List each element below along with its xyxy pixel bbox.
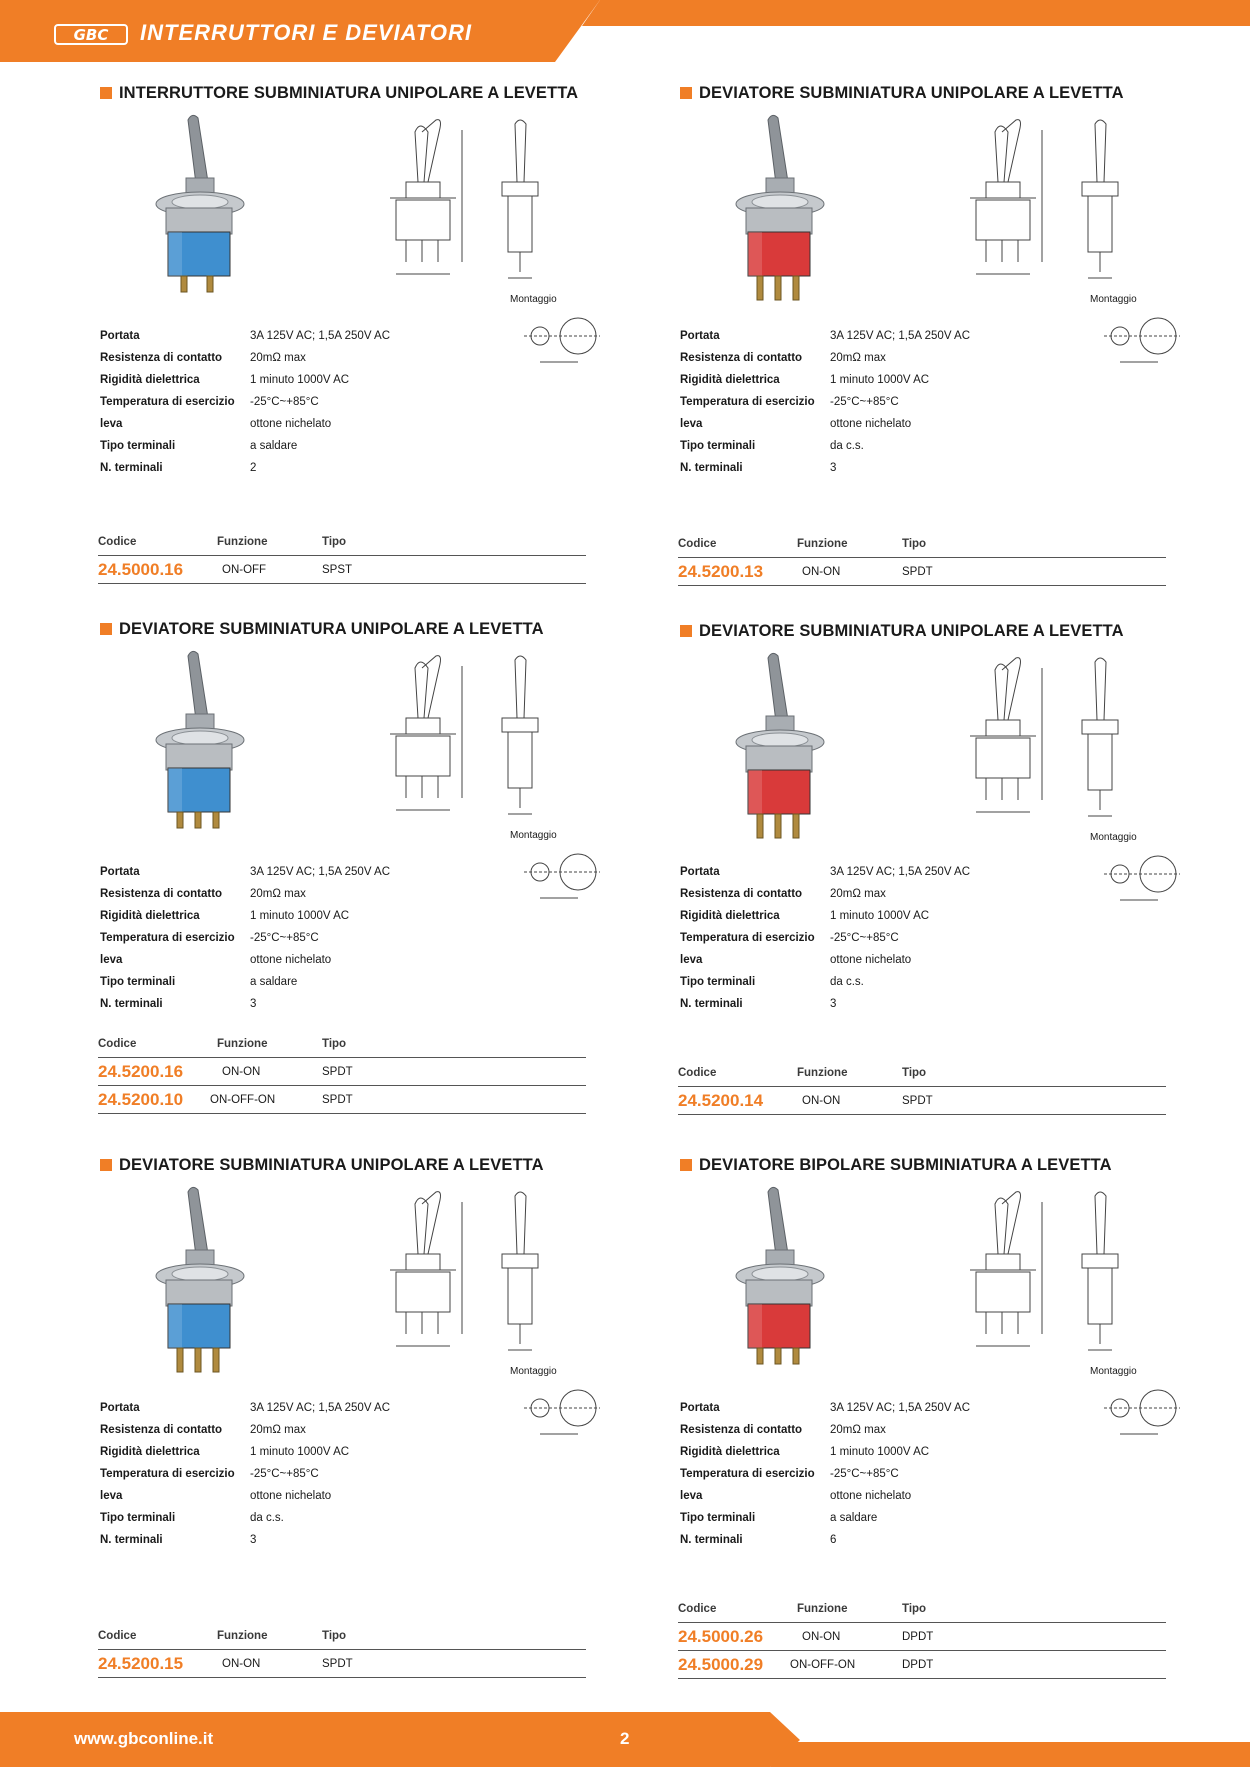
orange-square-icon xyxy=(680,625,692,637)
type-value: SPDT xyxy=(322,1066,353,1078)
spec-value: 3 xyxy=(830,462,837,474)
product-code[interactable]: 24.5000.29 xyxy=(678,1655,764,1674)
spec-label: Rigidità dielettrica xyxy=(680,374,780,386)
function-value: ON-ON xyxy=(222,1066,261,1078)
spec-value: a saldare xyxy=(830,1512,878,1524)
code-table-row xyxy=(98,1086,586,1114)
spec-row-portata xyxy=(680,330,1100,348)
function-column-header: Funzione xyxy=(797,1603,848,1615)
spec-label: Rigidità dielettrica xyxy=(100,374,200,386)
spec-row-dielectric-strength xyxy=(680,1446,1100,1464)
product-title xyxy=(680,84,1124,104)
spec-label: leva xyxy=(680,1490,703,1502)
code-column-header: Codice xyxy=(98,1038,137,1050)
spec-row-dielectric-strength xyxy=(100,374,520,392)
spec-row-operating-temperature xyxy=(680,396,1100,414)
spec-label: Tipo terminali xyxy=(680,440,756,452)
product-title xyxy=(680,1156,1112,1176)
function-column-header: Funzione xyxy=(217,536,268,548)
type-value: DPDT xyxy=(902,1631,934,1643)
code-table-header xyxy=(98,533,586,556)
function-column-header: Funzione xyxy=(217,1038,268,1050)
spec-label: Rigidità dielettrica xyxy=(680,1446,780,1458)
spec-value: ottone nichelato xyxy=(830,418,912,430)
spec-value: -25°C~+85°C xyxy=(250,1468,319,1480)
spec-label: Portata xyxy=(100,866,140,878)
function-value: ON-OFF xyxy=(222,564,267,576)
function-value: ON-ON xyxy=(802,566,841,578)
spec-value: ottone nichelato xyxy=(250,418,332,430)
header-title: INTERRUTTORI E DEVIATORI xyxy=(140,20,473,45)
spec-row-dielectric-strength xyxy=(100,1446,520,1464)
spec-value: 20mΩ max xyxy=(830,888,886,900)
orange-square-icon xyxy=(100,623,112,635)
spec-value: 1 minuto 1000V AC xyxy=(250,910,350,922)
spec-label: N. terminali xyxy=(680,462,743,474)
code-table-header xyxy=(98,1035,586,1058)
spec-label: Resistenza di contatto xyxy=(680,352,803,364)
spec-label: N. terminali xyxy=(100,1534,163,1546)
spec-row-dielectric-strength xyxy=(100,910,520,928)
spec-label: N. terminali xyxy=(100,462,163,474)
spec-row-contact-resistance xyxy=(100,352,520,370)
type-column-header: Tipo xyxy=(902,1603,927,1615)
code-table xyxy=(678,1600,1166,1679)
spec-row-terminal-type xyxy=(100,440,520,458)
spec-label: Temperatura di esercizio xyxy=(680,932,815,944)
spec-row-terminal-count xyxy=(100,998,520,1016)
page-footer xyxy=(0,1712,1250,1767)
product-code[interactable]: 24.5200.14 xyxy=(678,1091,764,1110)
spec-value: 3A 125V AC; 1,5A 250V AC xyxy=(250,1402,391,1414)
type-column-header: Tipo xyxy=(322,536,347,548)
spec-row-portata xyxy=(100,866,520,884)
function-column-header: Funzione xyxy=(797,1067,848,1079)
spec-value: -25°C~+85°C xyxy=(250,932,319,944)
code-column-header: Codice xyxy=(678,538,717,550)
svg-text:GBC: GBC xyxy=(73,26,109,44)
spec-row-operating-temperature xyxy=(100,932,520,950)
dimension-drawing xyxy=(370,112,570,292)
product-code[interactable]: 24.5000.26 xyxy=(678,1627,764,1646)
spec-row-contact-resistance xyxy=(680,352,1100,370)
spec-label: Portata xyxy=(100,330,140,342)
spec-row-terminal-type xyxy=(680,1512,1100,1530)
spec-row-dielectric-strength xyxy=(680,910,1100,928)
spec-value: 6 xyxy=(830,1534,837,1546)
code-table-header xyxy=(678,1600,1166,1623)
code-column-header: Codice xyxy=(98,1630,137,1642)
type-value: SPDT xyxy=(322,1658,353,1670)
spec-label: Rigidità dielettrica xyxy=(100,910,200,922)
product-code[interactable]: 24.5200.13 xyxy=(678,562,764,581)
spec-value: ottone nichelato xyxy=(830,1490,912,1502)
spec-value: 20mΩ max xyxy=(830,1424,886,1436)
switch-photo xyxy=(728,650,848,840)
spec-value: 3A 125V AC; 1,5A 250V AC xyxy=(250,866,391,878)
spec-value: 3A 125V AC; 1,5A 250V AC xyxy=(830,1402,971,1414)
type-column-header: Tipo xyxy=(902,1067,927,1079)
spec-row-portata xyxy=(680,866,1100,884)
spec-value: ottone nichelato xyxy=(250,954,332,966)
spec-row-lever xyxy=(680,418,1100,436)
spec-label: Rigidità dielettrica xyxy=(680,910,780,922)
product-title-text: DEVIATORE BIPOLARE SUBMINIATURA A LEVETTA xyxy=(699,1156,1112,1174)
spec-label: Portata xyxy=(680,1402,720,1414)
spec-row-portata xyxy=(100,1402,520,1420)
code-table xyxy=(98,1627,586,1678)
switch-photo xyxy=(728,1184,848,1374)
product-title xyxy=(100,620,544,640)
spec-value: 3 xyxy=(830,998,837,1010)
switch-photo xyxy=(148,648,268,838)
product-code[interactable]: 24.5200.15 xyxy=(98,1654,184,1673)
type-value: DPDT xyxy=(902,1659,934,1671)
spec-row-operating-temperature xyxy=(100,1468,520,1486)
code-table-row xyxy=(678,1087,1166,1115)
spec-label: Temperatura di esercizio xyxy=(680,1468,815,1480)
spec-value: 3 xyxy=(250,998,257,1010)
type-column-header: Tipo xyxy=(902,538,927,550)
spec-label: leva xyxy=(680,954,703,966)
spec-value: 3A 125V AC; 1,5A 250V AC xyxy=(250,330,391,342)
dimension-drawing xyxy=(950,112,1150,292)
spec-label: N. terminali xyxy=(680,1534,743,1546)
spec-label: Rigidità dielettrica xyxy=(100,1446,200,1458)
spec-label: Temperatura di esercizio xyxy=(100,932,235,944)
function-column-header: Funzione xyxy=(797,538,848,550)
product-title-text: DEVIATORE SUBMINIATURA UNIPOLARE A LEVETTA xyxy=(699,622,1124,640)
type-value: SPDT xyxy=(322,1094,353,1106)
spec-row-lever xyxy=(100,1490,520,1508)
spec-label: Portata xyxy=(680,330,720,342)
spec-label: Resistenza di contatto xyxy=(680,1424,803,1436)
function-column-header: Funzione xyxy=(217,1630,268,1642)
page-header xyxy=(0,0,1250,62)
dimension-drawing xyxy=(370,648,570,828)
spec-label: Resistenza di contatto xyxy=(680,888,803,900)
switch-photo xyxy=(148,112,268,302)
product-code[interactable]: 24.5200.10 xyxy=(98,1090,184,1109)
spec-value: ottone nichelato xyxy=(830,954,912,966)
spec-value: 2 xyxy=(250,462,257,474)
code-table-row xyxy=(678,1623,1166,1651)
code-table-header xyxy=(678,535,1166,558)
spec-row-terminal-count xyxy=(680,1534,1100,1552)
spec-value: ottone nichelato xyxy=(250,1490,332,1502)
spec-label: leva xyxy=(100,1490,123,1502)
spec-label: Temperatura di esercizio xyxy=(680,396,815,408)
spec-label: Portata xyxy=(100,1402,140,1414)
function-value: ON-OFF-ON xyxy=(210,1094,276,1106)
spec-row-terminal-count xyxy=(100,462,520,480)
mounting-label: Montaggio xyxy=(1090,1366,1137,1377)
function-value: ON-ON xyxy=(802,1095,841,1107)
code-table-header xyxy=(98,1627,586,1650)
dimension-drawing xyxy=(950,1184,1150,1364)
spec-row-terminal-type xyxy=(680,976,1100,994)
spec-label: Temperatura di esercizio xyxy=(100,1468,235,1480)
spec-value: 20mΩ max xyxy=(250,888,306,900)
spec-row-portata xyxy=(680,1402,1100,1420)
spec-value: 1 minuto 1000V AC xyxy=(250,374,350,386)
spec-label: Tipo terminali xyxy=(680,1512,756,1524)
mounting-label: Montaggio xyxy=(510,1366,557,1377)
switch-photo xyxy=(728,112,848,302)
spec-value: da c.s. xyxy=(830,976,864,988)
footer-url[interactable]: www.gbconline.it xyxy=(74,1729,214,1748)
spec-value: 20mΩ max xyxy=(250,1424,306,1436)
spec-label: Tipo terminali xyxy=(100,976,176,988)
code-table xyxy=(98,1035,586,1114)
spec-label: Resistenza di contatto xyxy=(100,888,223,900)
spec-value: -25°C~+85°C xyxy=(830,396,899,408)
spec-label: N. terminali xyxy=(100,998,163,1010)
orange-square-icon xyxy=(680,87,692,99)
spec-value: 1 minuto 1000V AC xyxy=(830,1446,930,1458)
spec-row-lever xyxy=(680,1490,1100,1508)
product-title-text: DEVIATORE SUBMINIATURA UNIPOLARE A LEVETTA xyxy=(119,1156,544,1174)
spec-row-lever xyxy=(680,954,1100,972)
product-title-text: DEVIATORE SUBMINIATURA UNIPOLARE A LEVETTA xyxy=(699,84,1124,102)
product-title xyxy=(100,1156,544,1176)
spec-row-terminal-type xyxy=(680,440,1100,458)
code-table xyxy=(678,535,1166,586)
spec-value: -25°C~+85°C xyxy=(830,1468,899,1480)
page-number: 2 xyxy=(620,1729,630,1748)
orange-square-icon xyxy=(100,87,112,99)
spec-label: N. terminali xyxy=(680,998,743,1010)
spec-label: leva xyxy=(100,954,123,966)
mounting-label: Montaggio xyxy=(1090,832,1137,843)
product-code[interactable]: 24.5000.16 xyxy=(98,560,184,579)
spec-label: leva xyxy=(100,418,123,430)
function-value: ON-ON xyxy=(222,1658,261,1670)
gbc-logo xyxy=(54,24,128,45)
spec-row-terminal-type xyxy=(100,1512,520,1530)
spec-value: da c.s. xyxy=(250,1512,284,1524)
spec-row-terminal-count xyxy=(100,1534,520,1552)
spec-row-operating-temperature xyxy=(100,396,520,414)
spec-value: -25°C~+85°C xyxy=(830,932,899,944)
type-value: SPDT xyxy=(902,566,933,578)
spec-value: 1 minuto 1000V AC xyxy=(250,1446,350,1458)
code-table-header xyxy=(678,1064,1166,1087)
spec-label: Tipo terminali xyxy=(100,1512,176,1524)
spec-row-terminal-type xyxy=(100,976,520,994)
spec-value: da c.s. xyxy=(830,440,864,452)
spec-row-operating-temperature xyxy=(680,1468,1100,1486)
spec-row-portata xyxy=(100,330,520,348)
dimension-drawing xyxy=(950,650,1150,830)
code-table xyxy=(678,1064,1166,1115)
code-table xyxy=(98,533,586,584)
spec-label: Temperatura di esercizio xyxy=(100,396,235,408)
spec-row-lever xyxy=(100,954,520,972)
type-column-header: Tipo xyxy=(322,1038,347,1050)
spec-value: 20mΩ max xyxy=(250,352,306,364)
spec-value: -25°C~+85°C xyxy=(250,396,319,408)
dimension-drawing xyxy=(370,1184,570,1364)
code-column-header: Codice xyxy=(678,1067,717,1079)
spec-row-terminal-count xyxy=(680,998,1100,1016)
spec-value: 1 minuto 1000V AC xyxy=(830,910,930,922)
type-column-header: Tipo xyxy=(322,1630,347,1642)
code-table-row xyxy=(98,1650,586,1678)
orange-square-icon xyxy=(680,1159,692,1171)
code-table-row xyxy=(98,1058,586,1086)
spec-row-contact-resistance xyxy=(680,888,1100,906)
mounting-label: Montaggio xyxy=(510,830,557,841)
mounting-label: Montaggio xyxy=(1090,294,1137,305)
spec-row-dielectric-strength xyxy=(680,374,1100,392)
spec-value: 20mΩ max xyxy=(830,352,886,364)
orange-square-icon xyxy=(100,1159,112,1171)
code-column-header: Codice xyxy=(678,1603,717,1615)
product-title xyxy=(100,84,578,104)
spec-value: 1 minuto 1000V AC xyxy=(830,374,930,386)
spec-label: Tipo terminali xyxy=(680,976,756,988)
product-title xyxy=(680,622,1124,642)
type-value: SPST xyxy=(322,564,353,576)
spec-row-operating-temperature xyxy=(680,932,1100,950)
type-value: SPDT xyxy=(902,1095,933,1107)
product-title-text: INTERRUTTORE SUBMINIATURA UNIPOLARE A LEVETTA xyxy=(119,84,579,102)
spec-row-contact-resistance xyxy=(100,888,520,906)
function-value: ON-OFF-ON xyxy=(790,1659,856,1671)
spec-label: Resistenza di contatto xyxy=(100,352,223,364)
spec-row-contact-resistance xyxy=(100,1424,520,1442)
spec-row-lever xyxy=(100,418,520,436)
code-table-row xyxy=(678,558,1166,586)
product-code[interactable]: 24.5200.16 xyxy=(98,1062,184,1081)
spec-value: a saldare xyxy=(250,976,298,988)
switch-photo xyxy=(148,1184,268,1374)
mounting-label: Montaggio xyxy=(510,294,557,305)
function-value: ON-ON xyxy=(802,1631,841,1643)
spec-value: 3A 125V AC; 1,5A 250V AC xyxy=(830,866,971,878)
spec-value: a saldare xyxy=(250,440,298,452)
code-column-header: Codice xyxy=(98,536,137,548)
code-table-row xyxy=(98,556,586,584)
spec-row-terminal-count xyxy=(680,462,1100,480)
spec-value: 3 xyxy=(250,1534,257,1546)
spec-value: 3A 125V AC; 1,5A 250V AC xyxy=(830,330,971,342)
spec-label: leva xyxy=(680,418,703,430)
spec-label: Portata xyxy=(680,866,720,878)
code-table-row xyxy=(678,1651,1166,1679)
spec-label: Resistenza di contatto xyxy=(100,1424,223,1436)
spec-label: Tipo terminali xyxy=(100,440,176,452)
spec-row-contact-resistance xyxy=(680,1424,1100,1442)
product-title-text: DEVIATORE SUBMINIATURA UNIPOLARE A LEVETTA xyxy=(119,620,544,638)
